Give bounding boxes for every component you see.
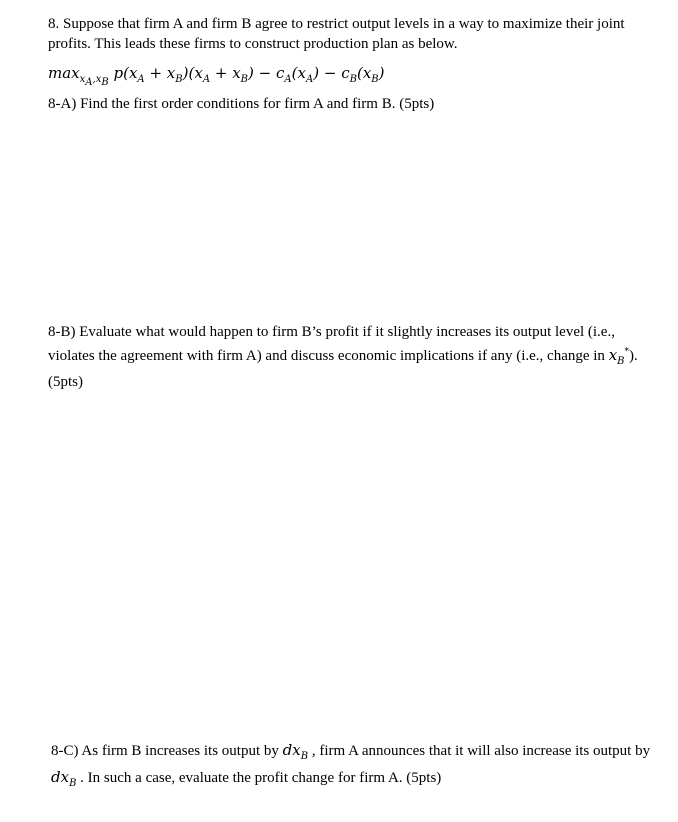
part-c-start: 8-C) As firm B increases its output by xyxy=(51,743,279,759)
question-intro: 8. Suppose that firm A and firm B agree to restrict output levels in a way to maximize their joint profits. This leads these firms to construct production plan as below. xyxy=(48,16,625,52)
revenue-term: $p(x_A + x_B)(x_A + x_B)$ xyxy=(113,64,254,85)
part-c-end: . In such a case, evaluate the profit change for firm A. (5pts) xyxy=(80,770,442,786)
objective-formula: $\max_{x_A,x_B} p(x_A + x_B)(x_A + x_B) - c_A(x_A) - c_B(x_B)$ xyxy=(48,64,385,88)
part-c-math-2: $dx_B$ xyxy=(51,768,77,789)
part-a-question: 8-A) Find the first order conditions for firm A and firm B. (5pts) xyxy=(48,96,435,112)
part-c-mid: , firm A announces that it will also increase its output by xyxy=(311,743,651,759)
part-c-math-1: $dx_B$ xyxy=(282,741,309,762)
cost-b-term: $c_B(x_B)$ xyxy=(341,64,385,85)
part-b-question xyxy=(48,322,648,392)
part-b-math: $x_B^*$ xyxy=(608,346,630,367)
max-subscript: xA,xB xyxy=(79,74,109,88)
part-b-text: 8-B) Evaluate what would happen to firm B’s profit if it slightly increases its output level (i.e., violates the agreement with firm A) and discuss economic implications if any (i.e., change in xyxy=(48,324,615,364)
max-operator: max xyxy=(48,64,80,82)
part-b-points: (5pts) xyxy=(48,374,83,390)
part-b-end: ). xyxy=(629,348,638,364)
part-c-question xyxy=(51,740,651,794)
cost-a-term: $c_A(x_A)$ xyxy=(276,64,320,85)
